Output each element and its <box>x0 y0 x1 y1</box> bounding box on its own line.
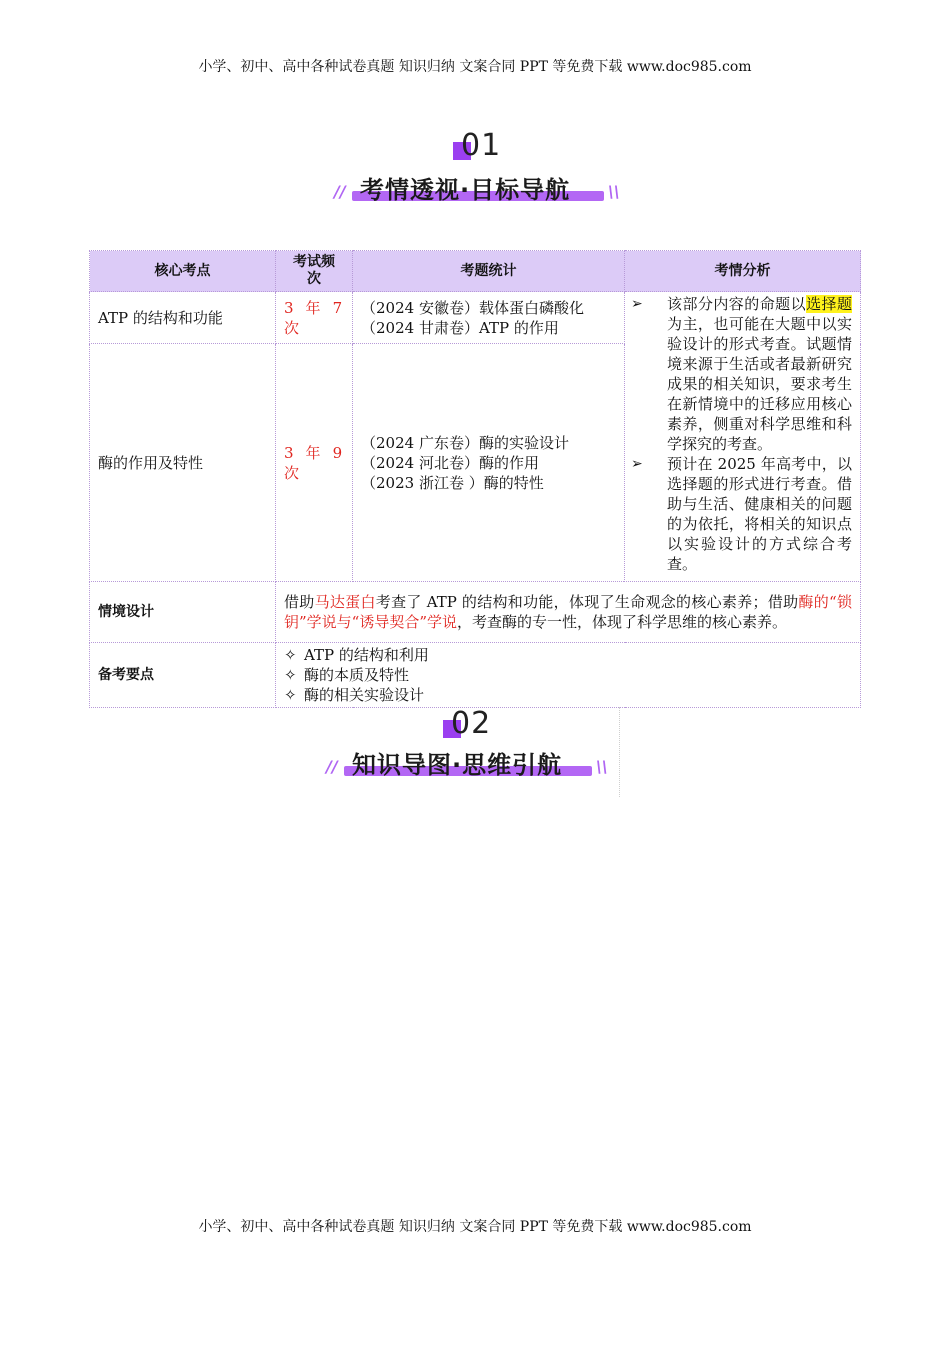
section-title: 知识导图·思维引航 <box>352 751 563 779</box>
section-number: 01 <box>461 128 502 163</box>
section-number-block <box>443 706 503 746</box>
section-number-block <box>453 128 513 168</box>
scenario-label: 情境设计 <box>90 582 276 643</box>
left-slash-decoration-icon: // <box>334 182 346 201</box>
stat-item: （2024 广东卷）酶的实验设计 <box>361 433 569 452</box>
list-item: ✧ ATP 的结构和利用 <box>284 646 429 664</box>
section-badge-02 <box>0 706 950 786</box>
section-number: 02 <box>451 706 492 741</box>
prep-label: 备考要点 <box>90 643 276 708</box>
statistics-cell <box>353 292 625 344</box>
stat-item: （2024 安徽卷）载体蛋白磷酸化 <box>361 298 584 317</box>
right-slash-decoration-icon: \\ <box>608 182 620 201</box>
core-point-cell: 酶的作用及特性 <box>90 344 276 582</box>
header-analysis: 考情分析 <box>625 251 861 292</box>
analysis-item: ➢ 该部分内容的命题以选择题为主，也可能在大题中以实验设计的形式考查。试题情境来源于生活或者最新研究成果的相关知识，要求考生在新情境中的迁移应用核心素养，侧重对科学思维和科学探究的考查。 <box>631 295 852 453</box>
arrow-bullet-icon: ➢ <box>631 456 643 472</box>
table-row <box>90 292 861 344</box>
header-frequency: 考试频次 <box>276 251 353 292</box>
stat-item: （2024 甘肃卷）ATP 的作用 <box>361 318 559 337</box>
section-badge-01 <box>0 128 950 208</box>
arrow-bullet-icon: ➢ <box>631 296 643 312</box>
frequency-cell: 3 年 7 次 <box>276 292 353 344</box>
highlight-term: 酶的“锁钥”学说与“诱导契合”学说 <box>284 593 852 631</box>
exam-analysis-table <box>89 250 861 708</box>
highlight-text: 选择题 <box>806 295 852 313</box>
diamond-bullet-icon: ✧ <box>284 666 297 684</box>
diamond-bullet-icon: ✧ <box>284 686 297 704</box>
header-core-point: 核心考点 <box>90 251 276 292</box>
prep-row <box>90 643 861 708</box>
diamond-bullet-icon: ✧ <box>284 646 297 664</box>
page-footer: 小学、初中、高中各种试卷真题 知识归纳 文案合同 PPT 等免费下载 www.doc985.com <box>198 1219 752 1235</box>
prep-list <box>276 643 861 708</box>
scenario-text: 借助马达蛋白考查了 ATP 的结构和功能，体现了生命观念的核心素养；借助酶的“锁钥”学说与“诱导契合”学说，考查酶的专一性，体现了科学思维的核心素养。 <box>276 582 861 643</box>
left-slash-decoration-icon: // <box>326 757 338 776</box>
frequency-cell: 3 年 9 次 <box>276 344 353 582</box>
core-point-cell: ATP 的结构和功能 <box>90 292 276 344</box>
page-header: 小学、初中、高中各种试卷真题 知识归纳 文案合同 PPT 等免费下载 www.doc985.com <box>198 59 752 75</box>
highlight-term: 马达蛋白 <box>314 593 376 611</box>
statistics-cell <box>353 344 625 582</box>
header-statistics: 考题统计 <box>353 251 625 292</box>
stat-item: （2024 河北卷）酶的作用 <box>361 453 539 472</box>
analysis-cell <box>625 292 861 582</box>
right-slash-decoration-icon: \\ <box>596 757 608 776</box>
stat-item: （2023 浙江卷 ）酶的特性 <box>361 473 544 492</box>
list-item: ✧ 酶的本质及特性 <box>284 666 410 684</box>
scenario-row <box>90 582 861 643</box>
section-title: 考情透视·目标导航 <box>360 176 571 204</box>
table-header-row <box>90 251 861 292</box>
analysis-item: ➢ 预计在 2025 年高考中，以选择题的形式进行考查。借助与生活、健康相关的问题的为依托，将相关的知识点以实验设计的方式综合考查。 <box>631 455 852 573</box>
divider <box>619 707 621 797</box>
list-item: ✧ 酶的相关实验设计 <box>284 686 425 704</box>
